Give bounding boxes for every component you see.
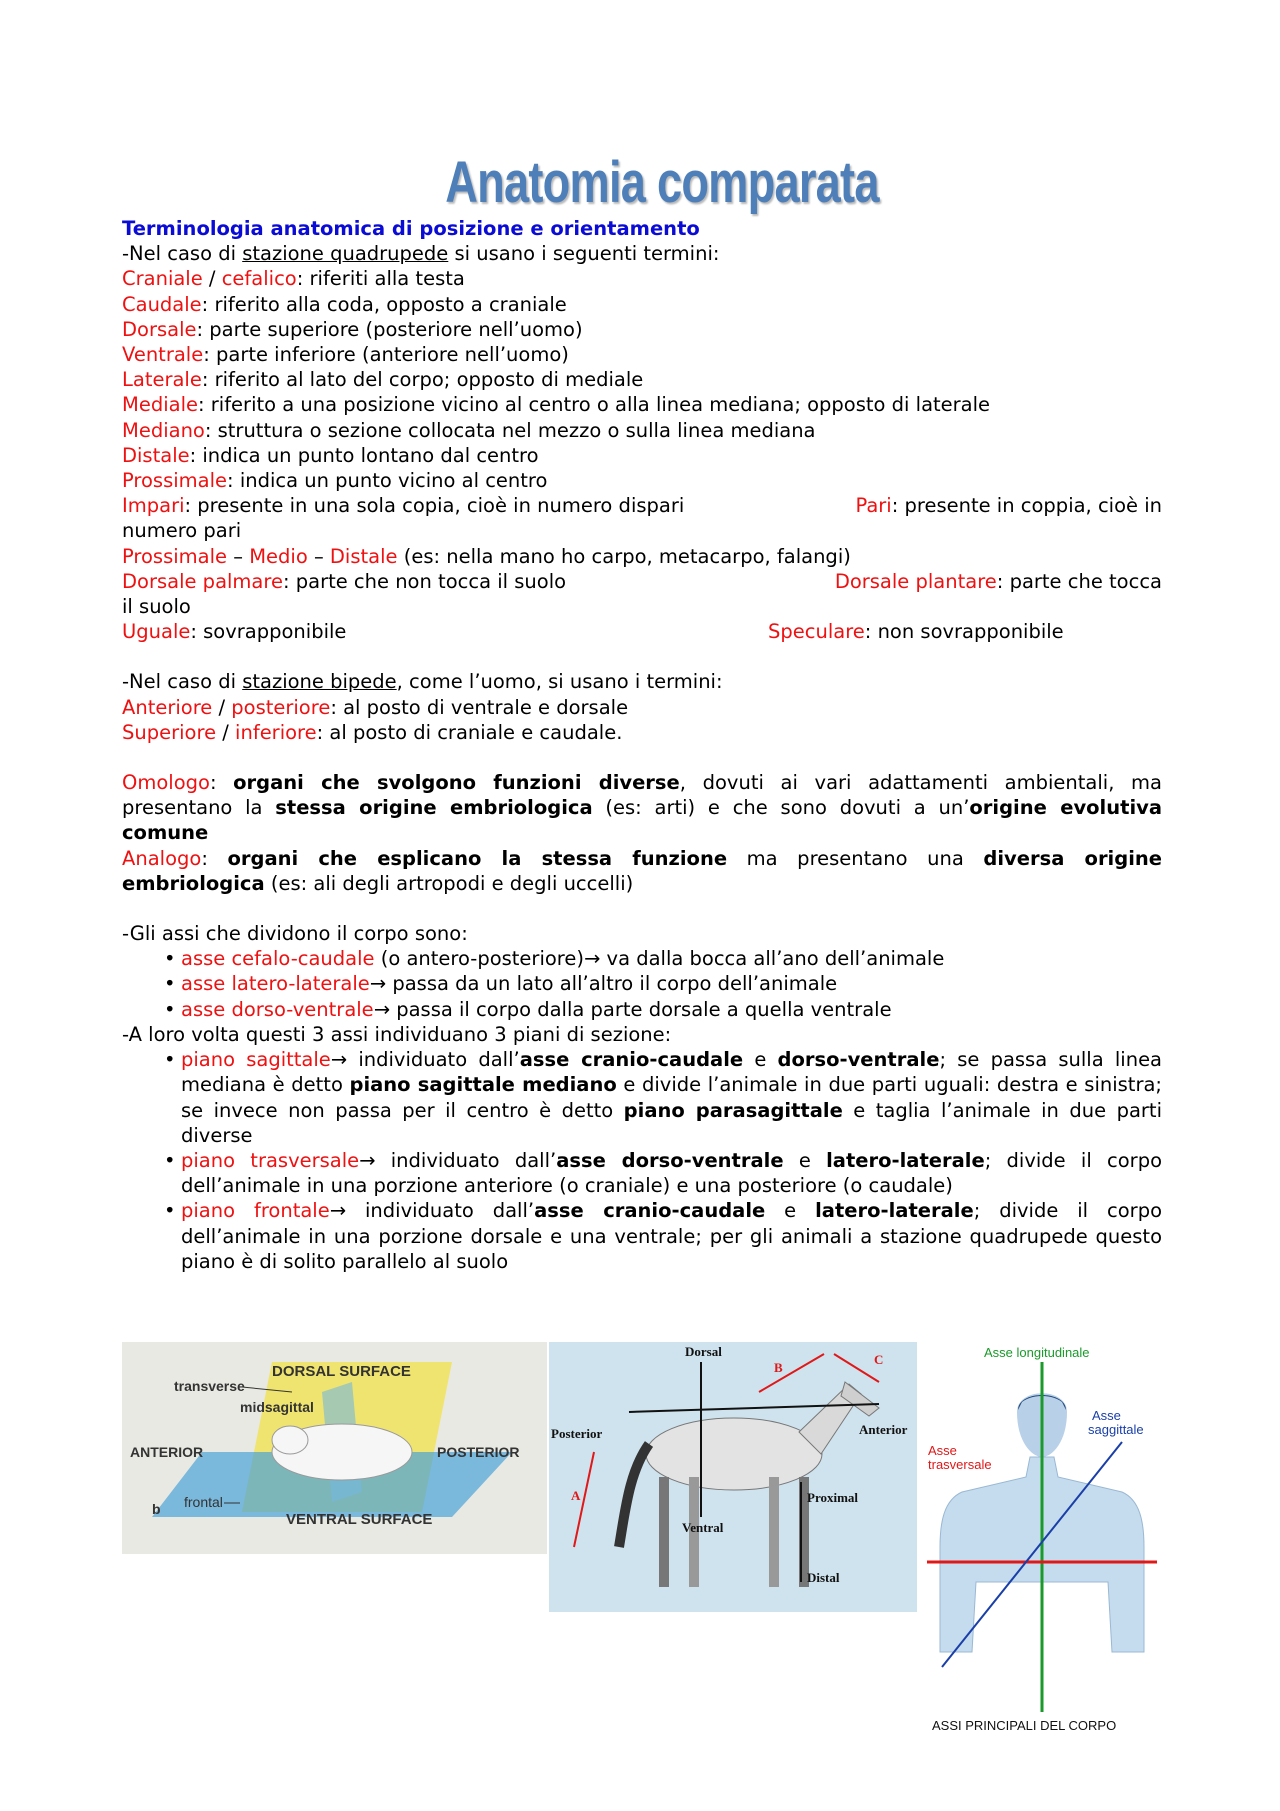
human-axes-figure bbox=[922, 1332, 1162, 1732]
human-sagittal-label-2: saggittale bbox=[1088, 1422, 1144, 1437]
rabbit-dorsal-label: DORSAL SURFACE bbox=[272, 1363, 411, 1380]
term-ventral: Ventrale: parte inferiore (anteriore nell’uomo) bbox=[122, 343, 569, 367]
list-item: • piano frontale→ individuato dall’asse cranio-caudale e latero-laterale; divide il corpo dell’animale in una porzione dorsale e una ventrale; per gli animali a stazione quadrupede questo piano è di solito parallelo al suolo bbox=[181, 1198, 1162, 1274]
term-plantare-continued: il suolo bbox=[122, 595, 191, 619]
horse-posterior-label: Posterior bbox=[551, 1426, 603, 1441]
term-medial: Mediale: riferito a una posizione vicino al centro o alla linea mediana; opposto di laterale bbox=[122, 393, 991, 417]
horse-c-label: C bbox=[874, 1352, 884, 1367]
term-caudal: Caudale: riferito alla coda, opposto a craniale bbox=[122, 292, 567, 316]
term-dorsale-palmare-plantare: Dorsale palmare: parte che non tocca il suolo Dorsale plantare: parte che tocca bbox=[122, 569, 1162, 593]
horse-b-label: B bbox=[774, 1360, 783, 1375]
planes-intro: -A loro volta questi 3 assi individuano 3 piani di sezione: bbox=[122, 1022, 672, 1046]
human-transverse-label-1: Asse bbox=[928, 1443, 957, 1458]
rabbit-b-label: b bbox=[152, 1501, 161, 1517]
quadruped-intro: -Nel caso di stazione quadrupede si usano i seguenti termini: bbox=[122, 242, 720, 266]
term-cranial: Craniale / cefalico: riferiti alla testa bbox=[122, 267, 465, 291]
rabbit-transverse-label: transverse bbox=[174, 1378, 245, 1394]
homolog-paragraph: Omologo: organi che svolgono funzioni diverse, dovuti ai vari adattamenti ambientali, ma presentano la stessa origine embriologica (es: arti) e che sono dovuti a un’origine evolutiva comune bbox=[122, 771, 1162, 845]
list-item: • piano trasversale→ individuato dall’asse dorso-ventrale e latero-laterale; divide il corpo dell’animale in una porzione anteriore (o craniale) e una posteriore (o caudale) bbox=[181, 1148, 1162, 1198]
document-page bbox=[122, 150, 1162, 1274]
list-item: • piano sagittale→ individuato dall’asse cranio-caudale e dorso-ventrale; se passa sulla linea mediana è detto piano sagittale mediano e divide l’animale in due parti uguali: destra e sinistra; se invece non passa per il centro è detto piano parasagittale e taglia l’animale in due parti diverse bbox=[181, 1047, 1162, 1148]
horse-anterior-label: Anterior bbox=[859, 1422, 908, 1437]
list-item: • asse dorso-ventrale→ passa il corpo dalla parte dorsale a quella ventrale bbox=[181, 997, 1162, 1022]
analog-paragraph: Analogo: organi che esplicano la stessa funzione ma presentano una diversa origine embriologica (es: ali degli artropodi e degli uccelli) bbox=[122, 846, 1162, 895]
term-prossimale-medio-distale: Prossimale – Medio – Distale (es: nella mano ho carpo, metacarpo, falangi) bbox=[122, 544, 851, 568]
list-item: • asse latero-laterale→ passa da un lato all’altro il corpo dell’animale bbox=[181, 971, 1162, 996]
term-lateral: Laterale: riferito al lato del corpo; opposto di mediale bbox=[122, 368, 644, 392]
rabbit-posterior-label: POSTERIOR bbox=[437, 1444, 520, 1460]
horse-ventral-label: Ventral bbox=[682, 1520, 724, 1535]
rabbit-midsagittal-label: midsagittal bbox=[240, 1399, 314, 1415]
term-uguale-speculare: Uguale: sovrapponibile Speculare: non sovrapponibile bbox=[122, 620, 1064, 644]
horse-a-label: A bbox=[571, 1488, 581, 1503]
axes-intro: -Gli assi che dividono il corpo sono: bbox=[122, 922, 468, 946]
human-longitudinal-label: Asse longitudinale bbox=[984, 1345, 1090, 1360]
term-dorsal: Dorsale: parte superiore (posteriore nell’uomo) bbox=[122, 317, 583, 341]
rabbit-frontal-label: frontal bbox=[184, 1494, 223, 1510]
term-distal: Distale: indica un punto lontano dal centro bbox=[122, 443, 539, 467]
human-sagittal-label-1: Asse bbox=[1092, 1408, 1121, 1423]
axes-list bbox=[122, 946, 1162, 1022]
term-pari-continued: numero pari bbox=[122, 519, 242, 543]
horse-orientation-figure bbox=[549, 1342, 917, 1612]
horse-distal-label: Distal bbox=[807, 1570, 840, 1585]
rabbit-planes-figure bbox=[122, 1342, 547, 1554]
biped-intro: -Nel caso di stazione bipede, come l’uomo, si usano i termini: bbox=[122, 670, 723, 694]
planes-list bbox=[122, 1047, 1162, 1274]
horse-proximal-label: Proximal bbox=[807, 1490, 859, 1505]
human-figure-caption: ASSI PRINCIPALI DEL CORPO bbox=[932, 1718, 1117, 1732]
figures-row bbox=[122, 1342, 1162, 1732]
human-transverse-label-2: trasversale bbox=[928, 1457, 992, 1472]
rabbit-anterior-label: ANTERIOR bbox=[130, 1444, 204, 1460]
horse-dorsal-label: Dorsal bbox=[685, 1344, 722, 1359]
page-title: Anatomia comparata bbox=[445, 150, 879, 215]
term-anteriore-posteriore: Anteriore / posteriore: al posto di ventrale e dorsale bbox=[122, 695, 629, 719]
term-median: Mediano: struttura o sezione collocata nel mezzo o sulla linea mediana bbox=[122, 418, 816, 442]
term-superiore-inferiore: Superiore / inferiore: al posto di craniale e caudale. bbox=[122, 720, 623, 744]
term-proximal: Prossimale: indica un punto vicino al centro bbox=[122, 469, 548, 493]
rabbit-ventral-label: VENTRAL SURFACE bbox=[286, 1511, 433, 1528]
section-heading: Terminologia anatomica di posizione e orientamento bbox=[122, 217, 700, 240]
list-item: • asse cefalo-caudale (o antero-posteriore)→ va dalla bocca all’ano dell’animale bbox=[181, 946, 1162, 971]
term-impari-pari: Impari: presente in una sola copia, cioè in numero dispari Pari: presente in coppia, cioè in bbox=[122, 494, 1162, 518]
